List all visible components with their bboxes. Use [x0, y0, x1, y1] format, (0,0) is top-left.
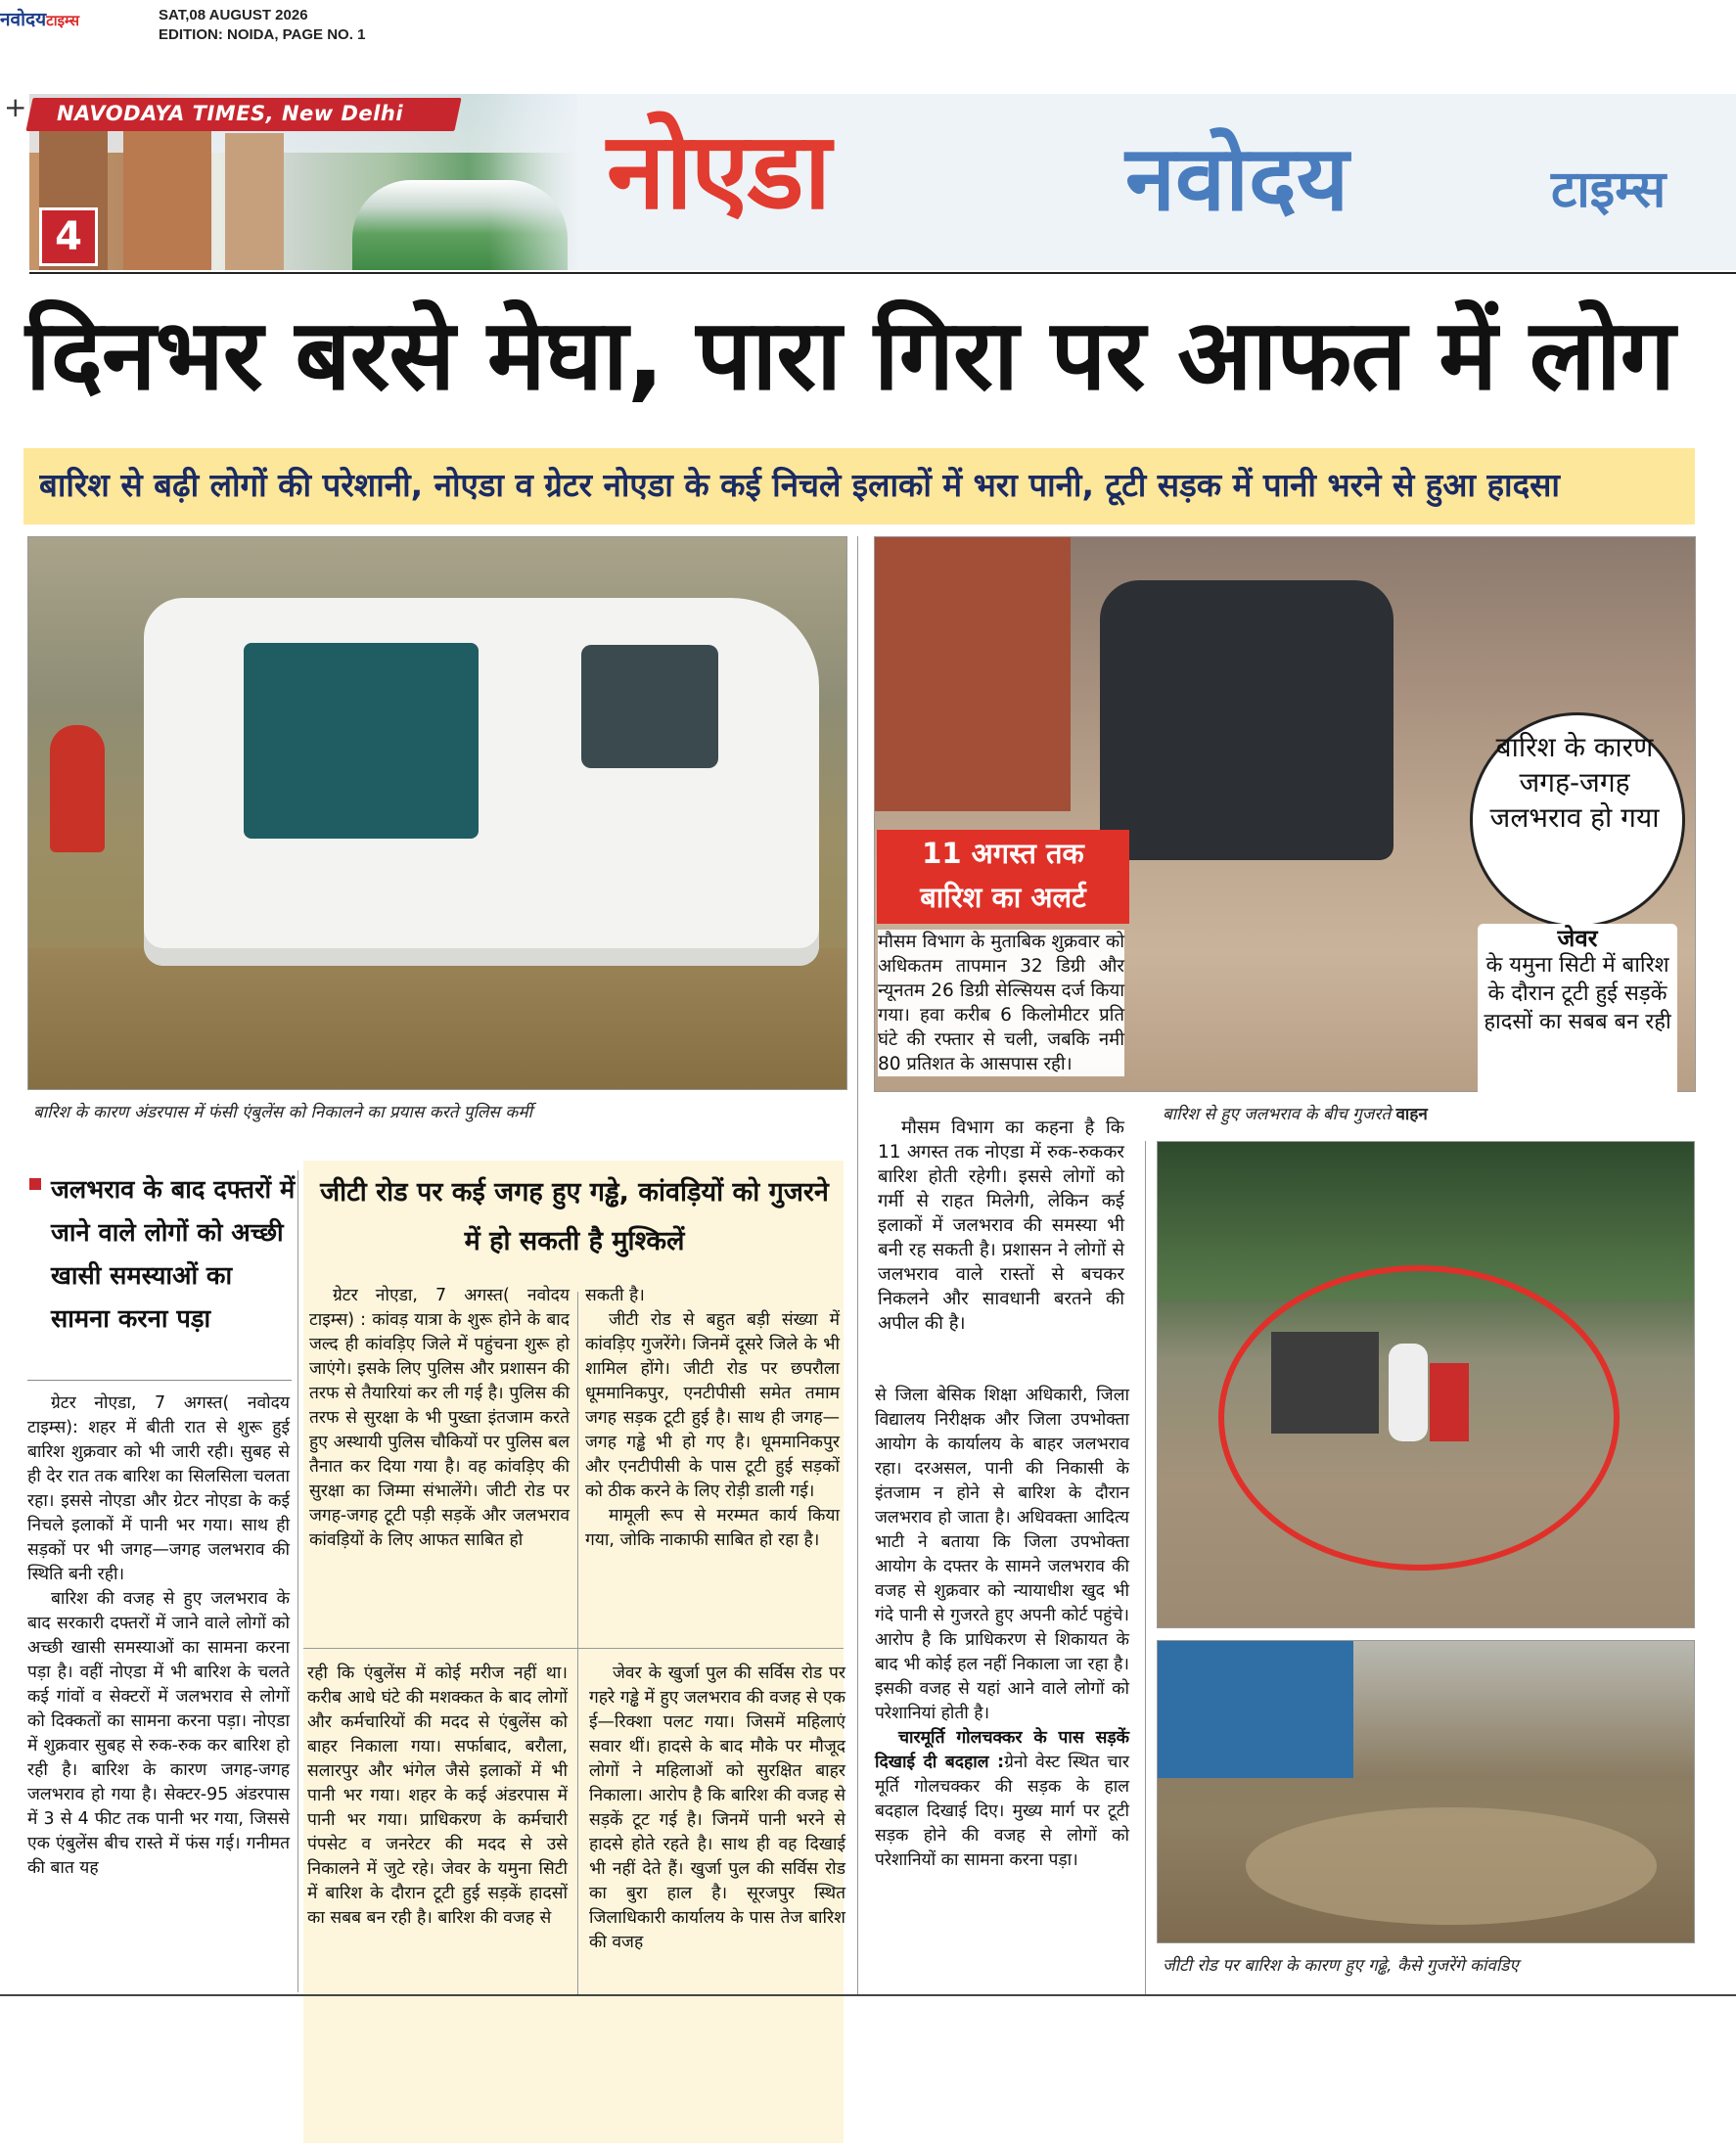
column-divider [577, 1292, 578, 1994]
story-column-continued-3: से जिला बेसिक शिक्षा अधिकारी, जिला विद्यालय निरीक्षक और जिला उपभोक्ता आयोग के कार्यालय के बाहर जलभराव रहा। दरअसल, पानी की निकासी के इंतजाम न होने से बारिश के दौरान जलभराव हो जाता है। अधिवक्ता आदित्य भाटी ने बताया कि जिला उपभोक्ता आयोग के दफ्तर के सामने जलभराव की वजह से शुक्रवार को न्यायाधीश खुद भी गंदे पानी से गुजरते हुए अपनी कोर्ट पहुंचे। आरोप है कि प्राधिकरण से शिकायत के बाद भी कोई हल नहीं निकाला जा रहा है। इसकी वजह से यहां आने वाले लोगों को परेशानियां होती है। चारमूर्ति गोलचक्कर के पास सड़कें दिखाई दी बदहाल :ग्रेनो वेस्ट स्थित चार मूर्ति गोलचक्कर की सड़क के हाल बदहाल दिखाई दिए। मुख्य मार्ग पर टूटी सड़क होने की वजह से लोगों को परेशानियों का सामना करना पड़ा। [875, 1386, 1130, 1870]
gt-road-photo [1157, 1640, 1695, 1943]
callout-bubble-text: बारिश के कारण जगह-जगह जलभराव हो गया [1489, 731, 1660, 834]
jewar-callout-text: के यमुना सिटी में बारिश के दौरान टूटी हुई सड़कें हादसों का सबब बन रही [1484, 953, 1671, 1034]
left-story-body [27, 1391, 290, 1881]
left-story-heading: जलभराव के बाद दफ्तरों में जाने वाले लोगों को अच्छी खासी समस्याओं का सामना करना पड़ा [51, 1175, 296, 1334]
left-story-para: ग्रेटर नोएडा, 7 अगस्त( नवोदय टाइम्स): शहर में बीती रात से शुरू हुई बारिश शुक्रवार को भी जारी रही। सुबह से ही देर रात तक बारिश का सिलसिला चलता रहा। इससे नोएडा और ग्रेटर नोएडा के कई निचले इलाकों में पानी भर गया। साथ ही सड़कों पर भी जगह—जगह जलभराव की स्थिति बनी रही। [27, 1393, 290, 1584]
masthead-title-times: टाइम्स [1551, 160, 1667, 219]
feature-heading: जीटी रोड पर कई जगह हुए गड्ढे, कांवड़ियों को गुजरने में हो सकती है मुश्किलें [320, 1177, 829, 1256]
jewar-callout-title: जेवर [1557, 925, 1598, 952]
column-divider [1145, 1141, 1146, 1994]
section-divider [303, 1648, 844, 1649]
column-divider [297, 1170, 298, 1992]
main-headline: दिनभर बरसे मेघा, पारा गिरा पर आफत में लोग [25, 297, 1674, 412]
story-column-continued-2: जेवर के खुर्जा पुल की सर्विस रोड पर गहरे गड्ढे में हुए जलभराव की वजह से एक ई—रिक्शा पलट गया। जिसमें महिलाएं सवार थीं। हादसे के बाद मौके पर मौजूद लोगों ने महिलाओं को सुरक्षित बाहर निकाला। आरोप है कि बारिश की वजह से सड़कें टूट गई है। जिनमें पानी भरने से हादसे होते रहते है। साथ ही वह दिखाई भी नहीं देते हैं। खुर्जा पुल की सर्विस रोड का बुरा हाल है। सूरजपुर स्थित जिलाधिकारी कार्यालय के पास तेज बारिश की वजह [589, 1664, 845, 1952]
masthead-title-navodaya: नवोदय [1125, 126, 1349, 231]
rain-alert-text-continued: मौसम विभाग का कहना है कि 11 अगस्त तक नोएडा में रुक-रुककर बारिश होती रहेगी। इससे लोगों को गर्मी से राहत मिलेगी, लेकिन कई इलाकों में जलभराव की समस्या भी बनी रह सकती है। प्रशासन ने लोगों से जलभराव वाले रास्तों से बचकर निकलने और सावधानी बरतने की अपील की है। [878, 1117, 1124, 1334]
edition-line: EDITION: NOIDA, PAGE NO. 1 [159, 26, 366, 43]
left-story-para: बारिश की वजह से हुए जलभराव के बाद सरकारी दफ्तरों में जाने वाले लोगों को अच्छी खासी समस्याओं का सामना करना पड़ा है। वहीं नोएडा में भी बारिश के चलते कई गांवों व सेक्टरों में जलभराव से लोगों को दिक्कतों का सामना करना पड़ा। नोएडा में शुक्रवार सुबह से रुक-रुक कर बारिश हो रही है। बारिश के कारण जगह-जगह जलभराव हो गया है। सेक्टर-95 अंडरपास में 3 से 4 फीट तक पानी भर गया, जिससे एक एंबुलेंस बीच रास्ते में फंस गई। गनीमत की बात यह [27, 1589, 290, 1878]
masthead-divider [29, 272, 1736, 274]
feature-column-1: ग्रेटर नोएडा, 7 अगस्त( नवोदय टाइम्स) : कांवड़ यात्रा के शुरू होने के बाद जल्द ही कांवड़िए जिले में पहुंचना शुरू हो जाएंगे। इसके लिए पुलिस और प्रशासन की तरफ से तैयारियां कर ली गई है। पुलिस की तरफ से सुरक्षा के भी पुख्ता इंतजाम करते हुए अस्थायी पुलिस चौकियों पर पुलिस बल तैनात कर दिया गया है। वह कांवड़िए की सुरक्षा का जिम्मा संभालेंगे। जीटी रोड पर जगह-जगह टूटी पड़ी सड़कें और जलभराव कांवड़ियों के लिए आफत साबित हो [309, 1286, 570, 1550]
bullet-square-icon [29, 1178, 41, 1190]
gt-road-photo-caption: जीटी रोड पर बारिश के कारण हुए गढ्ढे, कैसे गुजरेंगे कांवडिए [1163, 1956, 1519, 1976]
column-divider [857, 536, 858, 1994]
date-line: SAT,08 AUGUST 2026 [159, 7, 308, 23]
highlight-circle-icon [1218, 1265, 1620, 1571]
car-photo-caption: बारिश से हुए जलभराव के बीच गुजरते वाहन [1163, 1105, 1428, 1124]
ambulance-photo-caption: बारिश के कारण अंडरपास में फंसी एंबुलेंस को निकालने का प्रयास करते पुलिस कर्मी [33, 1103, 532, 1122]
rain-alert-text: मौसम विभाग के मुताबिक शुक्रवार को अधिकतम तापमान 32 डिग्री और न्यूनतम 26 डिग्री सेल्सियस दर्ज किया गया। हवा करीब 6 किलोमीटर प्रति घंटे की रफ्तार से चली, जबकि नमी 80 प्रतिशत के आसपास रही। [878, 932, 1124, 1074]
ambulance-photo [27, 536, 847, 1090]
next-stories-strip [0, 2002, 1736, 2031]
crop-mark-icon: + [4, 91, 27, 123]
rain-alert-title: 11 अगस्त तक बारिश का अलर्ट [920, 837, 1086, 914]
story-column-continued-1: रही कि एंबुलेंस में कोई मरीज नहीं था। करीब आधे घंटे की मशक्कत के बाद लोगों और कर्मचारियों की मदद से एंबुलेंस को बाहर निकाला गया। सर्फाबाद, बरौला, सलारपुर और भंगेल जैसे इलाकों में भी पानी भर गया। शहर के कई अंडरपास में पानी भर गया। प्राधिकरण के कर्मचारी पंपसेट व जनरेटर की मदद से उसे निकालने में जुटे रहे। जेवर के यमुना सिटी में बारिश के दौरान टूटी हुई सड़कें हादसों का सबब बन रही है। बारिश की वजह से [307, 1664, 568, 1928]
newspaper-logo: नवोदयटाइम्स [0, 9, 79, 30]
page-number: 4 [55, 214, 82, 259]
subheadline: बारिश से बढ़ी लोगों की परेशानी, नोएडा व ग्रेटर नोएडा के कई निचले इलाकों में भरा पानी, टूटी सड़क में पानी भरने से हुआ हादसा [39, 466, 1560, 504]
left-story-divider [27, 1380, 292, 1381]
flooded-road-photo [1157, 1141, 1695, 1628]
masthead-title-noida: नोएडा [607, 111, 830, 233]
feature-column-2: सकती है। जीटी रोड से बहुत बड़ी संख्या में कांवड़िए गुजरेंगे। जिनमें दूसरे जिले के भी शामिल होंगे। जीटी रोड पर छपरौला धूममानिकपुर, एनटीपीसी समेत तमाम जगह सड़क टूटी हुई है। साथ ही जगह—जगह गड्ढे भी हो गए है। धूममानिकपुर और एनटीपीसी के पास टूटी हुई सड़कों को ठीक करने के लिए रोड़ी डाली गई। मामूली रूप से मरम्मत कार्य किया गया, जोकि नाकाफी साबित हो रहा है। [585, 1286, 840, 1550]
page-bottom-divider [0, 1994, 1736, 1996]
edition-info [159, 6, 365, 45]
edition-tag: NAVODAYA TIMES, New Delhi [57, 102, 404, 125]
